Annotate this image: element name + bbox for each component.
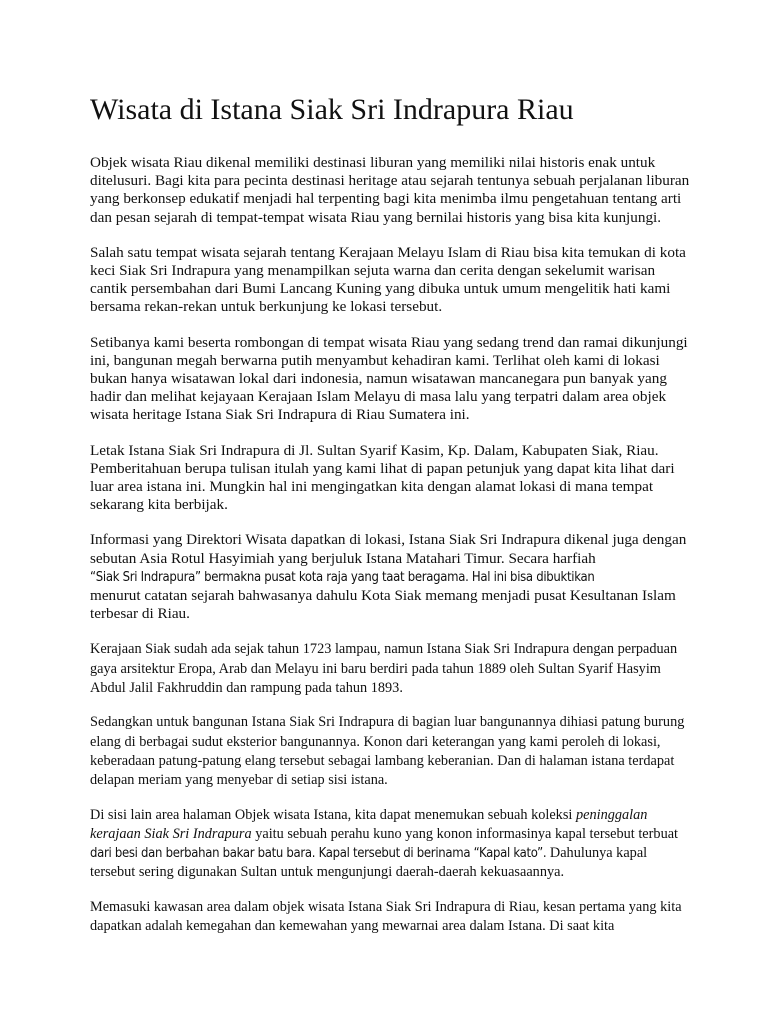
paragraph-address: Letak Istana Siak Sri Indrapura di Jl. Sultan Syarif Kasim, Kp. Dalam, Kabupaten Siak, Riau. Pemberitahuan berupa tulisan itulah yang kami lihat di papan petunjuk yang dapat kita lihat dari luar area istana ini. Mungkin hal ini mengingatkan kita dengan alamat lokasi di mana tempat sekarang kita berbijak. (90, 441, 675, 514)
paragraph-history: Kerajaan Siak sudah ada sejak tahun 1723 lampau, namun Istana Siak Sri Indrapura dengan perpaduan gaya arsitektur Eropa, Arab dan Melayu ini baru berdiri pada tahun 1889 oleh Sultan Syarif Hasyim Abdul Jalil Fakhruddin dan rampung pada tahun 1893. (90, 641, 678, 697)
paragraph-name-meaning-part3: menurut catatan sejarah bahwasanya dahulu Kota Siak memang menjadi pusat Kesultanan Islam terbesar di Riau. (90, 587, 676, 623)
paragraph-interior: Memasuki kawasan area dalam objek wisata Istana Siak Sri Indrapura di Riau, kesan pertama yang kita dapatkan adalah kemegahan dan kemewahan yang mewarnai area dalam Istana. Di saat kita (90, 898, 682, 935)
paragraph-intro: Objek wisata Riau dikenal memiliki destinasi liburan yang memiliki nilai historis enak untuk ditelusuri. Bagi kita para pecinta destinasi heritage atau sejarah tentunya sebuah perjalanan liburan yang berkonsep edukatif menjadi hal terpenting bagi kita menimba ilmu pengetahuan tentang arti dan pesan sejarah di tempat-tempat wisata Riau yang bernilai historis yang bisa kita kunjungi. (90, 154, 690, 226)
paragraph-name-meaning-part1: Informasi yang Direktori Wisata dapatkan di lokasi, Istana Siak Sri Indrapura dikenal juga dengan sebutan Asia Rotul Hasyimiah yang berjuluk Istana Matahari Timur. Secara harfiah (90, 531, 687, 567)
paragraph-ship-part5: Dahulunya kapal tersebut sering digunakan Sultan untuk mengunjungi daerah-daerah kekuasaannya. (90, 845, 648, 881)
article-body-bottom (90, 640, 690, 936)
paragraph-eagle-statues: Sedangkan untuk bangunan Istana Siak Sri Indrapura di bagian luar bangunannya dihiasi patung burung elang di berbagai sudut eksterior bangunannya. Konon dari keterangan yang kami peroleh di lokasi, keberadaan patung-patung elang tersebut sebagai lambang keberanian. Dan di halaman istana terdapat delapan meriam yang menyebar di setiap sisi istana. (90, 714, 685, 789)
document-page (90, 92, 690, 936)
paragraph-location-story: Salah satu tempat wisata sejarah tentang Kerajaan Melayu Islam di Riau bisa kita temukan di kota keci Siak Sri Indrapura yang menampilkan sejuta warna dan cerita dengan sekelumit warisan cantik persembahan dari Bumi Lancang Kuning yang dibuka untuk umum mengelitik hati kami bersama rekan-rekan untuk berkunjung ke lokasi tersebut. (90, 243, 686, 316)
paragraph-ship-part1: Di sisi lain area halaman Objek wisata Istana, kita dapat menemukan sebuah koleksi (90, 806, 573, 823)
paragraph-arrival: Setibanya kami beserta rombongan di tempat wisata Riau yang sedang trend dan ramai dikunjungi ini, bangunan megah berwarna putih menyambut kehadiran kami. Terlihat oleh kami di lokasi bukan hanya wisatawan lokal dari indonesia, namun wisatawan mancanegara pun banyak yang hadir dan melihat kejayaan Kerajaan Islam Melayu di masa lalu yang terpatri dalam area objek wisata heritage Istana Siak Sri Indrapura di Riau Sumatera ini. (90, 333, 688, 424)
paragraph-ship-condensed: dari besi dan berbahan bakar batu bara. Kapal tersebut di berinama “Kapal kato”. (90, 846, 547, 862)
paragraph-ship-part3: yaitu sebuah perahu kuno yang konon informasinya kapal tersebut terbuat (255, 825, 679, 842)
article-body-top (90, 154, 690, 623)
paragraph-ship (90, 806, 690, 883)
paragraph-name-meaning-quote: “Siak Sri Indrapura” bermakna pusat kota raja yang taat beragama. Hal ini bisa dibuktikan (90, 569, 595, 585)
paragraph-ship-italic: peninggalan kerajaan Siak Sri Indrapura (90, 806, 648, 842)
paragraph-name-meaning (90, 531, 690, 623)
article-title: Wisata di Istana Siak Sri Indrapura Riau (90, 93, 574, 126)
